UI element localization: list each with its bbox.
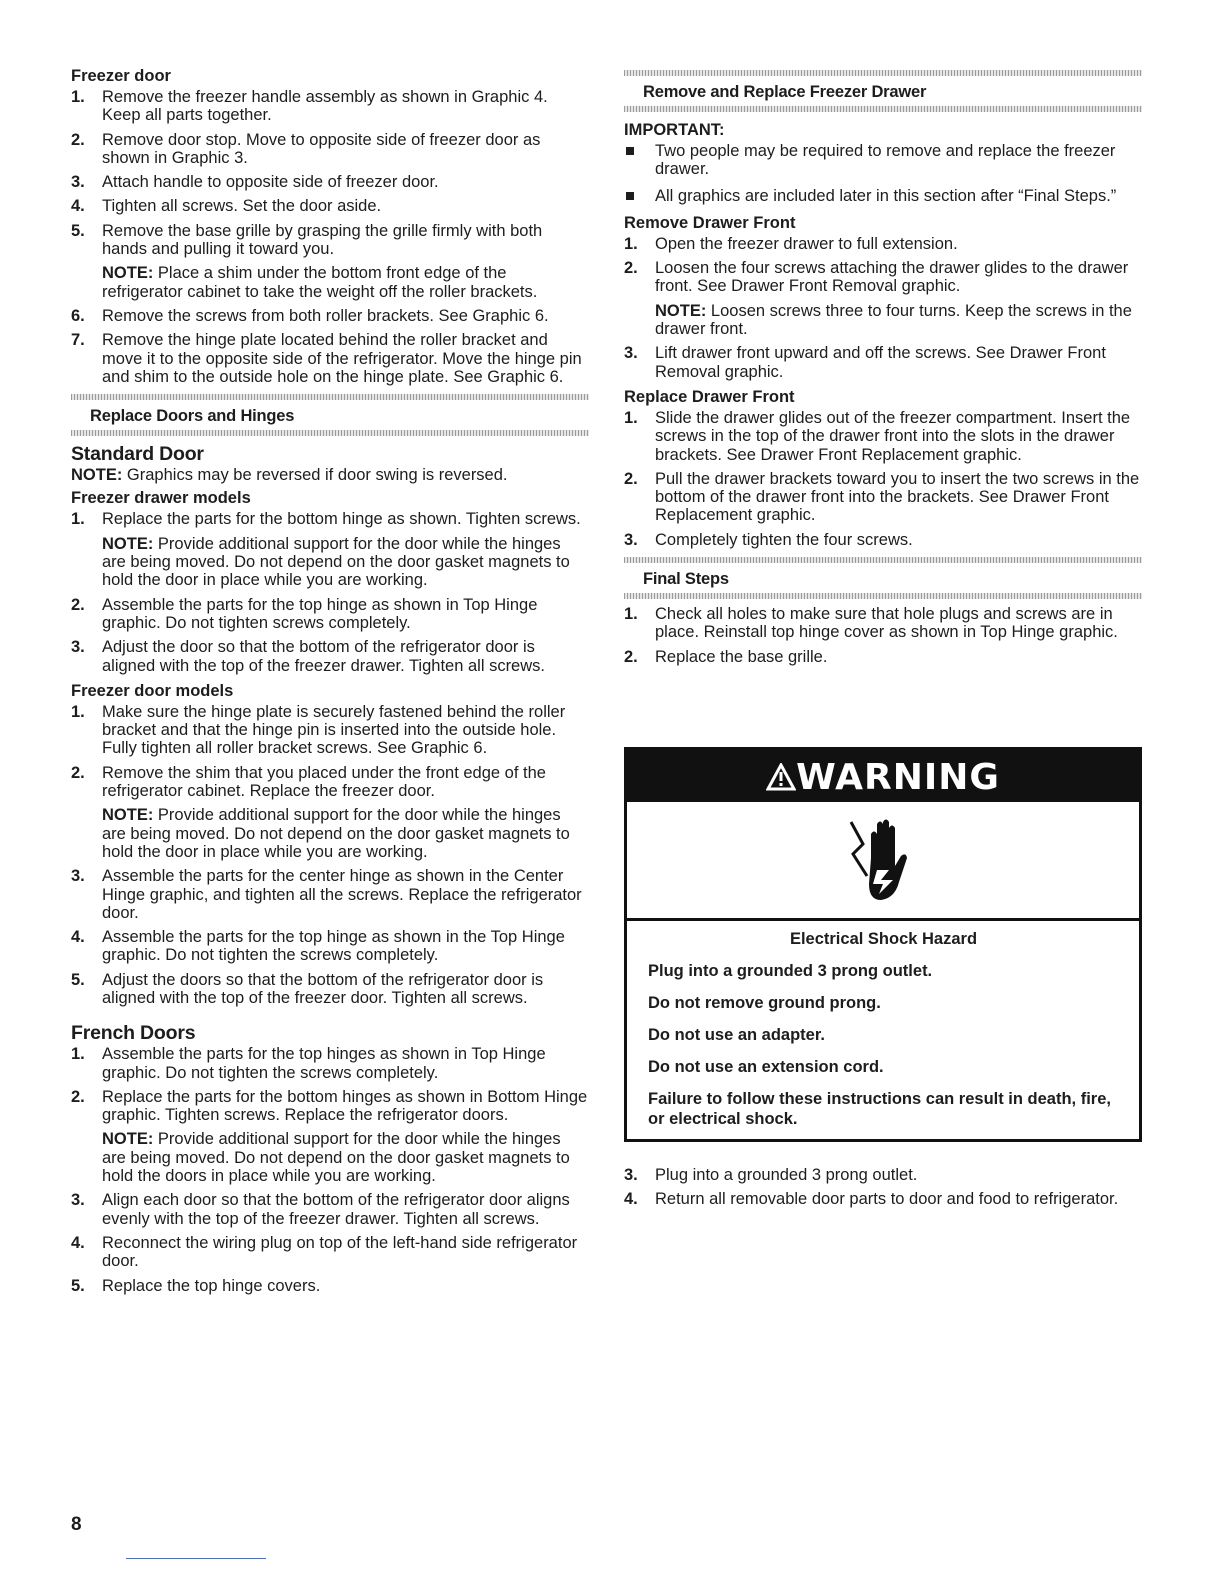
list-item: 4. Return all removable door parts to door and food to refrigerator. xyxy=(624,1190,1119,1209)
note: NOTE: Provide additional support for the door while the hinges are being moved. Do not depend on the door gasket magnets to hold the door in place while you are working. xyxy=(102,534,570,590)
remove-drawer-front-steps xyxy=(624,235,1142,381)
alert-triangle-icon xyxy=(766,763,796,791)
drawer-banner xyxy=(624,70,1142,112)
list-item: 3. Attach handle to opposite side of freezer door. xyxy=(71,173,439,192)
freezer-door-models-steps xyxy=(71,703,589,1007)
page-number: 8 xyxy=(71,1514,82,1535)
list-item: 3. Align each door so that the bottom of the refrigerator door aligns evenly with the top of the freezer drawer. Tighten all screws. xyxy=(71,1191,570,1228)
french-doors-steps xyxy=(71,1045,589,1295)
warning-header xyxy=(627,750,1139,802)
list-item: 1. Slide the drawer glides out of the freezer compartment. Insert the screws in the top of the drawer front into the slots in the drawer brackets. See Drawer Front Replacement graphic. xyxy=(624,408,1131,464)
list-item: 2. Loosen the four screws attaching the drawer glides to the drawer front. See Drawer Front Removal graphic. NOTE: Loosen screws three to four turns. Keep the screws in the drawer front. xyxy=(624,259,1142,338)
warning-line: Do not use an extension cord. xyxy=(648,1058,884,1076)
list-item: 2. Replace the parts for the bottom hinges as shown in Bottom Hinge graphic. Tighten screws. Replace the refrigerator doors. NOTE: Provide additional support for the door while the hinges are being moved. Do not depend on the door gasket magnets to hold the doors in place while you are working. xyxy=(71,1087,588,1186)
list-item: 7. Remove the hinge plate located behind the roller bracket and move it to the opposite side of the refrigerator. Move the hinge pin and shim to the outside hole on the hinge plate. See Graphic 6. xyxy=(71,331,582,386)
list-item: 1. Replace the parts for the bottom hinge as shown. Tighten screws. NOTE: Provide additional support for the door while the hinges are being moved. Do not depend on the door gasket magnets to hold the door in place while you are working. xyxy=(71,510,589,589)
list-item: 1. Make sure the hinge plate is securely fastened behind the roller bracket and that the hinge pin is inserted into the outside hole. Fully tighten all roller bracket screws. See Graphic 6. xyxy=(71,702,566,758)
divider xyxy=(71,430,589,436)
banner-title: Remove and Replace Freezer Drawer xyxy=(643,83,927,101)
note: NOTE: Provide additional support for the door while the hinges are being moved. Do not depend on the door gasket magnets to hold the door in place while you are working. xyxy=(102,806,570,861)
list-item: 5. Adjust the doors so that the bottom of the refrigerator door is aligned with the top of the freezer door. Tighten all screws. xyxy=(71,970,544,1007)
remove-drawer-front-heading: Remove Drawer Front xyxy=(624,213,796,232)
post-warning-steps xyxy=(624,1166,1142,1215)
electric-shock-hand-icon xyxy=(845,814,925,906)
bullet-icon xyxy=(626,147,634,155)
right-column xyxy=(624,70,1142,672)
list-item: 4. Tighten all screws. Set the door aside. xyxy=(71,197,382,216)
replace-doors-banner xyxy=(71,394,589,436)
list-item: 5. Replace the top hinge covers. xyxy=(71,1276,321,1295)
note: NOTE: Provide additional support for the door while the hinges are being moved. Do not depend on the door gasket magnets to hold the doors in place while you are working. xyxy=(102,1130,570,1186)
list-item: 6. Remove the screws from both roller brackets. See Graphic 6. xyxy=(71,306,549,325)
list-item: 4. Assemble the parts for the top hinge as shown in the Top Hinge graphic. Do not tighten the screws completely. xyxy=(71,928,565,965)
list-item: 2. Replace the base grille. xyxy=(624,647,828,666)
list-item: 1. Open the freezer drawer to full extension. xyxy=(624,234,958,253)
banner-title: Replace Doors and Hinges xyxy=(90,407,295,426)
list-item: 3. Adjust the door so that the bottom of the refrigerator door is aligned with the top of the freezer drawer. Tighten all screws. xyxy=(71,638,545,675)
warning-text xyxy=(627,921,1139,1129)
divider xyxy=(624,106,1142,112)
list-item: 3. Assemble the parts for the center hinge as shown in the Center Hinge graphic, and tighten all the screws. Replace the refrigerator door. xyxy=(71,867,582,922)
footer-divider xyxy=(126,1558,266,1559)
list-item: All graphics are included later in this section after “Final Steps.” xyxy=(624,187,1142,205)
replace-drawer-front-heading: Replace Drawer Front xyxy=(624,387,795,406)
list-item: 4. Reconnect the wiring plug on top of the left-hand side refrigerator door. xyxy=(71,1233,578,1271)
warning-line: Do not use an adapter. xyxy=(648,1026,825,1044)
list-item: Two people may be required to remove and replace the freezer drawer. xyxy=(624,142,1142,179)
list-item: 2. Pull the drawer brackets toward you to insert the two screws in the bottom of the drawer front into the brackets. See Drawer Front Replacement graphic. xyxy=(624,469,1140,525)
left-column xyxy=(71,64,589,1301)
warning-line: Plug into a grounded 3 prong outlet. xyxy=(648,962,933,980)
list-item: 3. Plug into a grounded 3 prong outlet. xyxy=(624,1166,918,1184)
note: NOTE: Place a shim under the bottom front edge of the refrigerator cabinet to take the weight off the roller brackets. xyxy=(102,264,538,301)
important-label: IMPORTANT: xyxy=(624,121,725,139)
note: NOTE: Loosen screws three to four turns. Keep the screws in the drawer front. xyxy=(655,301,1132,339)
divider xyxy=(624,593,1142,599)
french-doors-heading: French Doors xyxy=(71,1022,196,1045)
list-item: 3. Lift drawer front upward and off the screws. See Drawer Front Removal graphic. xyxy=(624,344,1106,381)
important-bullets xyxy=(624,142,1142,205)
hazard-title: Electrical Shock Hazard xyxy=(789,930,978,948)
list-item: 1. Check all holes to make sure that hole plugs and screws are in place. Reinstall top hinge cover as shown in Top Hinge graphic. xyxy=(624,605,1118,642)
list-item: 5. Remove the base grille by grasping the grille firmly with both hands and pulling it toward you. NOTE: Place a shim under the bottom front edge of the refrigerator cabinet to take the weight off the roller brackets. xyxy=(71,222,589,301)
replace-drawer-front-steps xyxy=(624,409,1142,549)
freezer-door-steps xyxy=(71,88,589,386)
warning-line: Failure to follow these instructions can result in death, fire, or electrical shock. xyxy=(648,1090,1111,1128)
final-steps-banner xyxy=(624,557,1142,599)
standard-door-heading: Standard Door xyxy=(71,443,204,466)
standard-door-note: NOTE: Graphics may be reversed if door swing is reversed. xyxy=(71,466,508,485)
freezer-door-heading: Freezer door xyxy=(71,67,171,85)
warning-line: Do not remove ground prong. xyxy=(648,994,881,1012)
list-item: 1. Assemble the parts for the top hinges as shown in Top Hinge graphic. Do not tighten the screws completely. xyxy=(71,1045,546,1082)
freezer-drawer-models-heading: Freezer drawer models xyxy=(71,489,251,508)
list-item: 2. Remove door stop. Move to opposite side of freezer door as shown in Graphic 3. xyxy=(71,130,541,167)
list-item: 2. Assemble the parts for the top hinge as shown in Top Hinge graphic. Do not tighten screws completely. xyxy=(71,595,538,632)
freezer-drawer-models-steps xyxy=(71,510,589,674)
final-steps-list xyxy=(624,605,1142,666)
warning-title: WARNING xyxy=(796,757,1000,798)
banner-title: Final Steps xyxy=(643,570,729,589)
list-item: 2. Remove the shim that you placed under the front edge of the refrigerator cabinet. Replace the freezer door. NOTE: Provide additional support for the door while the hinges are being moved. Do not depend on the door gasket magnets to hold the door in place while you are working. xyxy=(71,764,589,861)
list-item: 1. Remove the freezer handle assembly as shown in Graphic 4. Keep all parts together. xyxy=(71,88,548,125)
list-item: 3. Completely tighten the four screws. xyxy=(624,530,913,549)
bullet-icon xyxy=(626,192,634,200)
warning-box xyxy=(624,747,1142,1142)
warning-graphic xyxy=(627,802,1139,921)
freezer-door-models-heading: Freezer door models xyxy=(71,681,234,700)
